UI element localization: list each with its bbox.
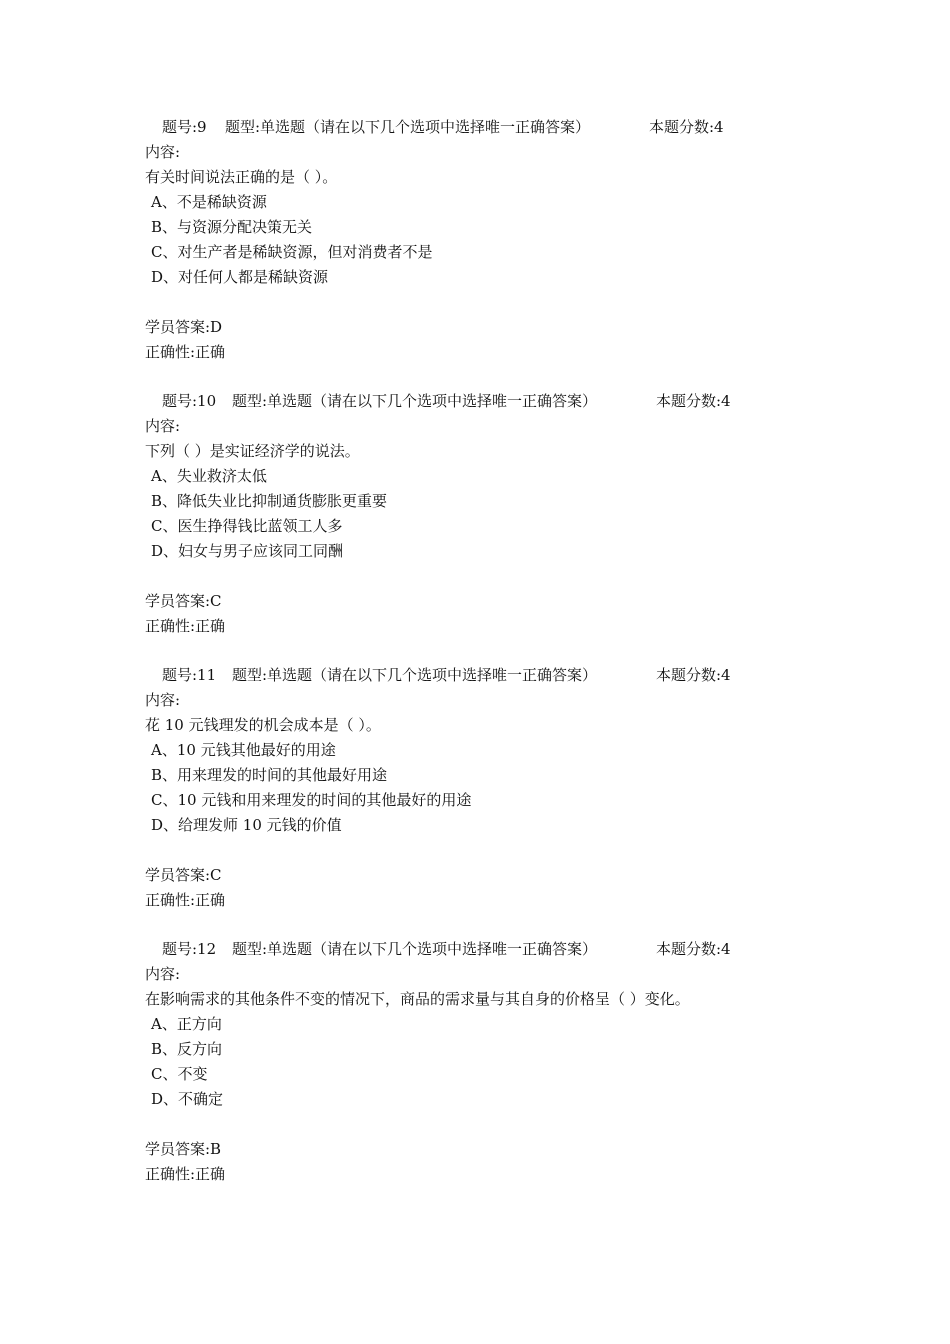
question-stem: 下列（ ）是实证经济学的说法。 xyxy=(145,442,360,460)
question-stem: 在影响需求的其他条件不变的情况下，商品的需求量与其自身的价格呈（ ）变化。 xyxy=(145,990,690,1008)
correctness: 正确性:正确 xyxy=(145,891,226,909)
question-score: 本题分数:4 xyxy=(656,940,731,958)
question-header xyxy=(145,663,845,688)
option-b: B、降低失业比抑制通货膨胀更重要 xyxy=(151,492,388,510)
question-score: 本题分数:4 xyxy=(656,392,731,410)
correctness: 正确性:正确 xyxy=(145,617,226,635)
option-c: C、不变 xyxy=(151,1065,208,1083)
student-answer: 学员答案:D xyxy=(145,318,223,336)
question-block xyxy=(145,115,845,365)
option-c: C、10 元钱和用来理发的时间的其他最好的用途 xyxy=(151,791,472,809)
question-type: 题型:单选题（请在以下几个选项中选择唯一正确答案） xyxy=(232,666,598,684)
question-stem: 有关时间说法正确的是（ ）。 xyxy=(145,168,338,186)
correctness: 正确性:正确 xyxy=(145,343,226,361)
question-number: 题号:11 xyxy=(162,666,217,684)
option-b: B、用来理发的时间的其他最好用途 xyxy=(151,766,388,784)
option-a: A、10 元钱其他最好的用途 xyxy=(151,741,336,759)
question-header xyxy=(145,389,845,414)
question-score: 本题分数:4 xyxy=(649,118,724,136)
question-score: 本题分数:4 xyxy=(656,666,731,684)
question-number: 题号:10 xyxy=(162,392,217,410)
question-type: 题型:单选题（请在以下几个选项中选择唯一正确答案） xyxy=(232,940,598,958)
question-block xyxy=(145,937,845,1187)
question-header xyxy=(145,115,845,140)
student-answer: 学员答案:C xyxy=(145,866,222,884)
content-label: 内容: xyxy=(145,417,181,435)
option-b: B、与资源分配决策无关 xyxy=(151,218,313,236)
option-d: D、妇女与男子应该同工同酬 xyxy=(151,542,344,560)
option-d: D、不确定 xyxy=(151,1090,224,1108)
option-d: D、对任何人都是稀缺资源 xyxy=(151,268,329,286)
correctness: 正确性:正确 xyxy=(145,1165,226,1183)
question-number: 题号:9 xyxy=(162,118,207,136)
question-number: 题号:12 xyxy=(162,940,217,958)
option-b: B、反方向 xyxy=(151,1040,223,1058)
question-type: 题型:单选题（请在以下几个选项中选择唯一正确答案） xyxy=(232,392,598,410)
question-header xyxy=(145,937,845,962)
option-c: C、医生挣得钱比蓝领工人多 xyxy=(151,517,343,535)
student-answer: 学员答案:B xyxy=(145,1140,222,1158)
question-block xyxy=(145,663,845,913)
student-answer: 学员答案:C xyxy=(145,592,222,610)
option-d: D、给理发师 10 元钱的价值 xyxy=(151,816,342,834)
content-label: 内容: xyxy=(145,965,181,983)
content-label: 内容: xyxy=(145,691,181,709)
question-stem: 花 10 元钱理发的机会成本是（ ）。 xyxy=(145,716,381,734)
content-label: 内容: xyxy=(145,143,181,161)
option-c: C、对生产者是稀缺资源，但对消费者不是 xyxy=(151,243,433,261)
question-block xyxy=(145,389,845,639)
question-type: 题型:单选题（请在以下几个选项中选择唯一正确答案） xyxy=(225,118,591,136)
option-a: A、失业救济太低 xyxy=(151,467,267,485)
option-a: A、不是稀缺资源 xyxy=(151,193,267,211)
option-a: A、正方向 xyxy=(151,1015,222,1033)
